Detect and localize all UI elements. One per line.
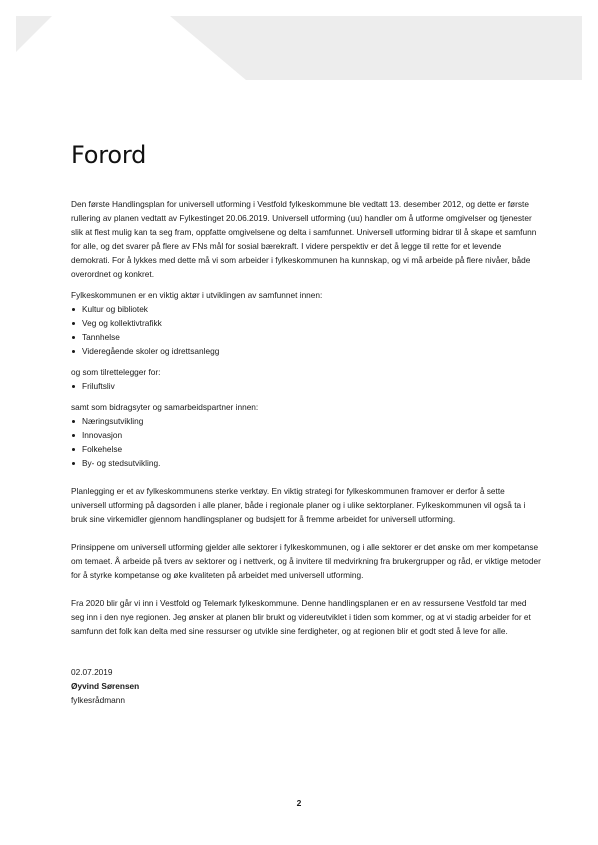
header-right-shape: [170, 16, 582, 80]
planning-paragraph: Planlegging er et av fylkeskommunens sterke verktøy. En viktig strategi for fylkeskommunen framover er derfor å sette universell utforming på dagsorden i alle planer, både i regionale planer og i ulike sektorplaner. Fylkeskommunen vil også ta i bruk sine virkemidler gjennom handlingsplaner og budsjett for å fremme arbeidet for universell utforming.: [71, 486, 526, 524]
list-item: Videregående skoler og idrettsanlegg: [71, 344, 541, 358]
actor-intro: Fylkeskommunen er en viktig aktør i utviklingen av samfunnet innen:: [71, 290, 323, 300]
document-body: [71, 197, 541, 707]
signature-date: 02.07.2019: [71, 667, 113, 677]
actor-list: [71, 302, 541, 358]
signature-name: Øyvind Sørensen: [71, 681, 140, 691]
future-paragraph: Fra 2020 blir går vi inn i Vestfold og Telemark fylkeskommune. Denne handlingsplanen er en av ressursene Vestfold tar med seg inn i den nye regionen. Jeg ønsker at planen blir brukt og videreutviklet i tiden som kommer, og at vi stadig arbeider for et samfunn det folk kan delta med sine ressurser og utvikle sine ferdigheter, og at regionen blir et godt sted å leve for alle.: [71, 598, 531, 636]
facilitator-intro: og som tilrettelegger for:: [71, 367, 161, 377]
header-decoration: [0, 0, 598, 90]
list-item: Friluftsliv: [71, 379, 541, 393]
signature-block: [71, 665, 541, 707]
page-number: 2: [296, 798, 302, 808]
page-title: Forord: [71, 141, 147, 169]
signature-role: fylkesrådmann: [71, 695, 125, 705]
facilitator-list: [71, 379, 541, 393]
header-left-triangle: [16, 16, 52, 52]
list-item: By- og stedsutvikling.: [71, 456, 541, 470]
list-item: Veg og kollektivtrafikk: [71, 316, 541, 330]
principles-paragraph: Prinsippene om universell utforming gjelder alle sektorer i fylkeskommunen, og i alle sektorer er det ønske om mer kompetanse om temaet. Å arbeide på tvers av sektorer og i nettverk, og å invitere til medvirkning fra brukergrupper og råd, er viktige metoder for å styrke kompetanse og øke kvaliteten på arbeidet med universell utforming.: [71, 542, 541, 580]
intro-paragraph: Den første Handlingsplan for universell utforming i Vestfold fylkeskommune ble vedtatt 13. desember 2012, og dette er første rullering av planen vedtatt av Fylkestinget 20.06.2019. Universell utforming (uu) handler om å utforme omgivelser og tjenester slik at flest mulig kan ta seg fram, oppfatte omgivelsene og delta i samfunnet. Universell utforming bidrar til å skape et samfunn for alle, og det svarer på flere av FNs mål for sosial bærekraft. I videre perspektiv er det å legge til rette for et levende demokrati. For å lykkes med dette må vi som arbeider i fylkeskommunen ha kunnskap, og vi må arbeide på flere nivåer, både overordnet og konkret.: [71, 199, 537, 279]
list-item: Innovasjon: [71, 428, 541, 442]
list-item: Folkehelse: [71, 442, 541, 456]
list-item: Tannhelse: [71, 330, 541, 344]
partner-intro: samt som bidragsyter og samarbeidspartner innen:: [71, 402, 259, 412]
list-item: Kultur og bibliotek: [71, 302, 541, 316]
partner-list: [71, 414, 541, 470]
list-item: Næringsutvikling: [71, 414, 541, 428]
